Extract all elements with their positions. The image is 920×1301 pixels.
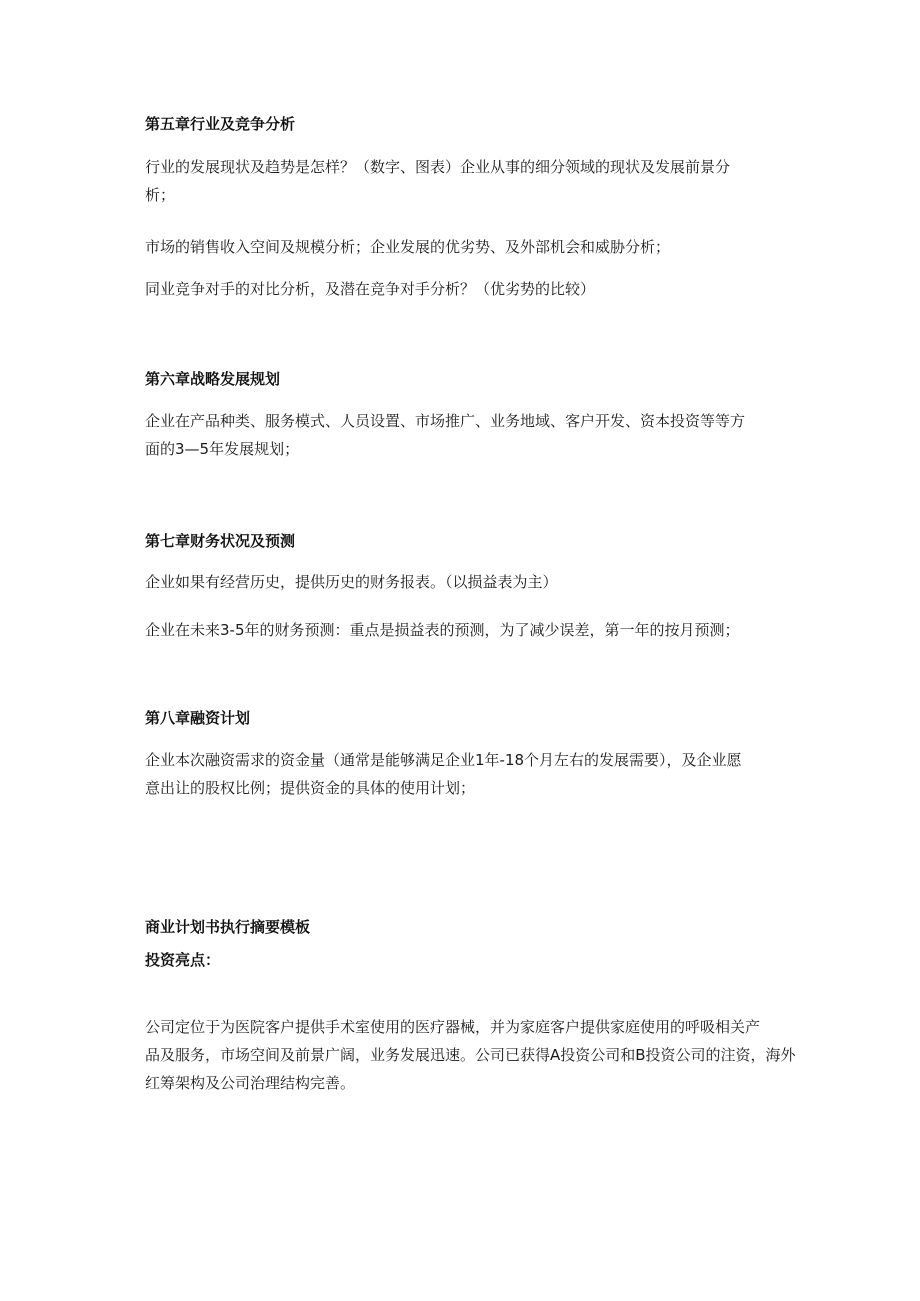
chapter6-paragraph-1: [145, 407, 813, 463]
chapter6-paragraph-1-line-2: 面的3—5年发展规划；: [145, 440, 300, 458]
summary-paragraph-1-line-2: 品及服务，市场空间及前景广阔，业务发展迅速。公司已获得A投资公司和B投资公司的注资，海外: [145, 1046, 796, 1064]
chapter5-paragraph-2-line-1: 市场的销售收入空间及规模分析；企业发展的优劣势、及外部机会和威胁分析；: [145, 238, 671, 256]
chapter5-paragraph-3: [145, 275, 813, 303]
chapter7-paragraph-2-line-1: 企业在未来3-5年的财务预测：重点是损益表的预测，为了减少误差，第一年的按月预测；: [145, 621, 740, 639]
summary-paragraph-1: [145, 1013, 813, 1097]
chapter5-paragraph-3-line-1: 同业竞争对手的对比分析，及潜在竞争对手分析？（优劣势的比较）: [145, 280, 596, 298]
chapter8-paragraph-1-line-2: 意出让的股权比例；提供资金的具体的使用计划；: [145, 779, 476, 797]
chapter7-heading: 第七章财务状况及预测: [145, 532, 296, 550]
summary-paragraph-1-line-3: 红筹架构及公司治理结构完善。: [145, 1074, 356, 1092]
chapter7-paragraph-2: [145, 616, 813, 644]
chapter7-paragraph-1-line-1: 企业如果有经营历史，提供历史的财务报表。（以损益表为主）: [145, 573, 558, 591]
chapter5-paragraph-1-line-1: 行业的发展现状及趋势是怎样？（数字、图表）企业从事的细分领域的现状及发展前景分: [145, 158, 731, 176]
chapter8-heading: 第八章融资计划: [145, 709, 251, 727]
chapter5-paragraph-2: [145, 233, 813, 261]
chapter8-paragraph-1-line-1: 企业本次融资需求的资金量（通常是能够满足企业1年-18个月左右的发展需要），及企业愿: [145, 751, 742, 769]
summary-heading: 商业计划书执行摘要模板: [145, 918, 311, 936]
investment-highlights-heading: 投资亮点：: [145, 951, 221, 969]
summary-paragraph-1-line-1: 公司定位于为医院客户提供手术室使用的医疗器械，并为家庭客户提供家庭使用的呼吸相关产: [145, 1018, 761, 1036]
chapter5-heading: 第五章行业及竞争分析: [145, 115, 296, 133]
chapter5-paragraph-1: [145, 153, 813, 209]
chapter5-paragraph-1-line-2: 析；: [145, 186, 176, 204]
chapter8-paragraph-1: [145, 746, 813, 802]
chapter6-heading: 第六章战略发展规划: [145, 370, 281, 388]
chapter7-paragraph-1: [145, 568, 813, 596]
chapter6-paragraph-1-line-1: 企业在产品种类、服务模式、人员设置、市场推广、业务地域、客户开发、资本投资等等方: [145, 412, 746, 430]
